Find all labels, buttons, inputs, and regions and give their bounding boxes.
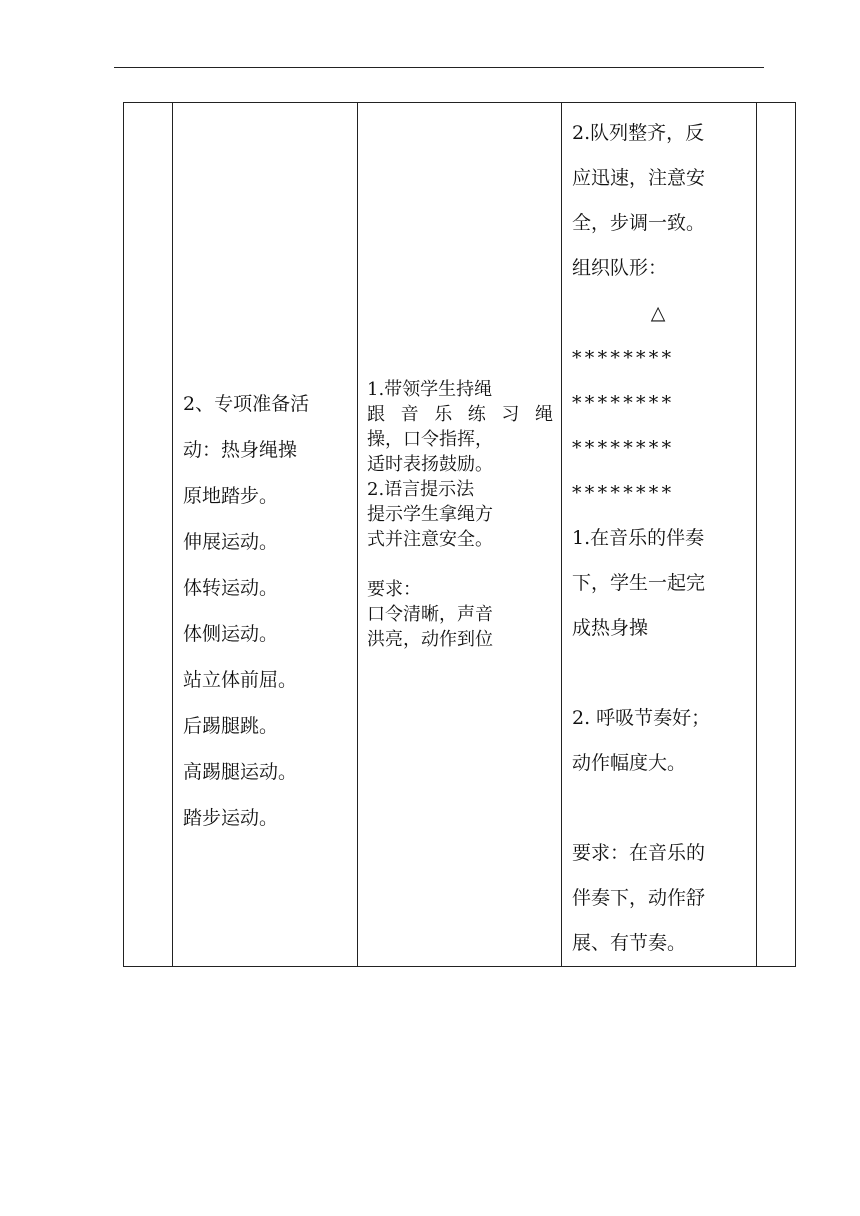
spacer	[367, 552, 553, 577]
student-line: 下，学生一起完	[572, 572, 706, 594]
student-line: 成热身操	[572, 617, 649, 639]
spacer	[572, 651, 756, 696]
student-line: 2.队列整齐，反	[572, 122, 705, 144]
content-line: 2、专项准备活	[183, 393, 310, 415]
teacher-line: 提示学生拿绳方	[367, 504, 493, 525]
content-line: 伸展运动。	[183, 531, 279, 553]
cell-student-activity	[562, 103, 757, 967]
cell-content	[173, 103, 358, 967]
student-line: 要求：在音乐的	[572, 842, 706, 864]
formation-row: ********	[572, 482, 675, 504]
lesson-plan-table	[123, 102, 796, 967]
student-line: 伴奏下，动作舒	[572, 887, 706, 909]
teacher-line: 操，口令指挥，	[367, 429, 493, 450]
teacher-line: 口令清晰，声音	[367, 604, 493, 625]
cell-part	[124, 103, 173, 967]
teacher-line: 跟音乐练习绳	[367, 404, 553, 425]
header-rule	[114, 67, 764, 68]
content-line: 体侧运动。	[183, 623, 279, 645]
student-line: 展、有节奏。	[572, 932, 687, 954]
student-line: 应迅速，注意安	[572, 167, 706, 189]
table-row	[124, 103, 796, 967]
content-line: 动：热身绳操	[183, 439, 298, 461]
formation-row: ********	[572, 392, 675, 414]
teacher-line: 2.语言提示法	[367, 479, 475, 500]
student-line: 2. 呼吸节奏好；	[572, 707, 711, 729]
teacher-position-icon: △	[650, 302, 666, 324]
content-line: 体转运动。	[183, 577, 279, 599]
student-line: 全，步调一致。	[572, 212, 706, 234]
formation-row: ********	[572, 437, 675, 459]
content-line: 踏步运动。	[183, 807, 279, 829]
content-line: 高踢腿运动。	[183, 761, 298, 783]
spacer	[572, 786, 756, 831]
teacher-line: 1.带领学生持绳	[367, 379, 493, 400]
content-line: 站立体前屈。	[183, 669, 298, 691]
teacher-line: 式并注意安全。	[367, 529, 493, 550]
content-line: 后踢腿跳。	[183, 715, 279, 737]
student-line: 组织队形：	[572, 257, 668, 279]
student-line: 1.在音乐的伴奏	[572, 527, 705, 549]
teacher-line: 适时表扬鼓励。	[367, 454, 493, 475]
cell-notes	[757, 103, 796, 967]
cell-teacher-activity	[358, 103, 562, 967]
content-line: 原地踏步。	[183, 485, 279, 507]
teacher-line: 洪亮，动作到位	[367, 629, 493, 650]
requirement-title: 要求：	[367, 579, 421, 600]
formation-row: ********	[572, 347, 675, 369]
student-line: 动作幅度大。	[572, 752, 687, 774]
